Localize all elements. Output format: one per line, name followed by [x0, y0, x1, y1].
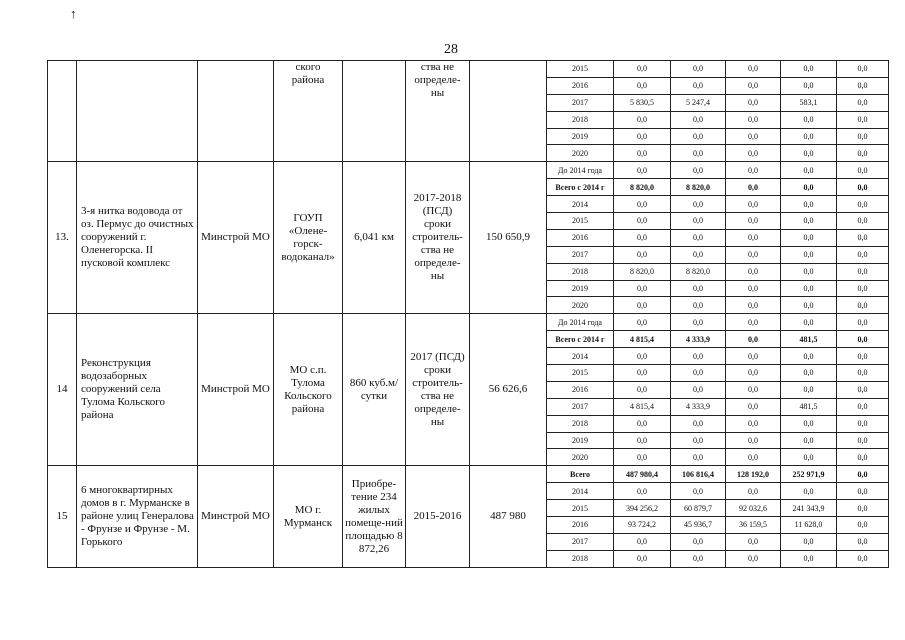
capacity: 860 куб.м/ сутки — [343, 314, 406, 466]
period-cell: 2014 — [547, 483, 614, 500]
amount-cell: 36 159,5 — [726, 517, 781, 534]
amount-cell: 0,0 — [671, 61, 726, 78]
estimated-cost — [470, 61, 547, 162]
responsible-ministry: Минстрой МО — [198, 314, 274, 466]
amount-cell: 0,0 — [614, 381, 671, 398]
amount-cell: 0,0 — [837, 162, 889, 179]
amount-cell: 0,0 — [781, 196, 837, 213]
amount-cell: 0,0 — [837, 246, 889, 263]
amount-cell: 4 815,4 — [614, 398, 671, 415]
amount-cell: 0,0 — [837, 263, 889, 280]
period-cell: Всего — [547, 466, 614, 483]
amount-cell: 0,0 — [781, 365, 837, 382]
amount-cell: 0,0 — [671, 77, 726, 94]
period-cell: 2015 — [547, 365, 614, 382]
amount-cell: 0,0 — [726, 229, 781, 246]
capacity — [343, 61, 406, 162]
amount-cell: 0,0 — [671, 297, 726, 314]
amount-cell: 0,0 — [671, 449, 726, 466]
amount-cell: 0,0 — [837, 533, 889, 550]
amount-cell: 0,0 — [726, 77, 781, 94]
period-cell: 2020 — [547, 145, 614, 162]
estimated-cost: 150 650,9 — [470, 162, 547, 314]
amount-cell: 93 724,2 — [614, 517, 671, 534]
amount-cell: 0,0 — [781, 263, 837, 280]
amount-cell: 0,0 — [726, 111, 781, 128]
amount-cell: 0,0 — [726, 483, 781, 500]
period-cell: Всего с 2014 г — [547, 331, 614, 348]
period-cell: 2018 — [547, 415, 614, 432]
amount-cell: 0,0 — [726, 314, 781, 331]
amount-cell: 0,0 — [614, 314, 671, 331]
period-cell: До 2014 года — [547, 314, 614, 331]
amount-cell: 0,0 — [781, 415, 837, 432]
amount-cell: 0,0 — [671, 162, 726, 179]
amount-cell: 0,0 — [781, 61, 837, 78]
amount-cell: 0,0 — [614, 365, 671, 382]
period-cell: 2017 — [547, 94, 614, 111]
period-cell: 2014 — [547, 348, 614, 365]
amount-cell: 0,0 — [781, 297, 837, 314]
amount-cell: 0,0 — [781, 145, 837, 162]
amount-cell: 0,0 — [837, 550, 889, 567]
amount-cell: 0,0 — [837, 145, 889, 162]
amount-cell: 0,0 — [837, 466, 889, 483]
project-name: Реконструкция водозаборных сооружений села Тулома Кольского района — [77, 314, 198, 466]
amount-cell: 0,0 — [614, 196, 671, 213]
period-cell: 2019 — [547, 128, 614, 145]
amount-cell: 0,0 — [671, 246, 726, 263]
amount-cell: 481,5 — [781, 398, 837, 415]
amount-cell: 0,0 — [614, 449, 671, 466]
period-cell: 2019 — [547, 280, 614, 297]
amount-cell: 0,0 — [837, 196, 889, 213]
amount-cell: 0,0 — [671, 381, 726, 398]
amount-cell: 0,0 — [837, 432, 889, 449]
amount-cell: 0,0 — [781, 162, 837, 179]
period-cell: 2017 — [547, 533, 614, 550]
amount-cell: 0,0 — [671, 196, 726, 213]
project-number: 13. — [48, 162, 77, 314]
amount-cell: 0,0 — [837, 179, 889, 196]
amount-cell: 0,0 — [614, 533, 671, 550]
amount-cell: 0,0 — [726, 145, 781, 162]
amount-cell: 0,0 — [726, 381, 781, 398]
amount-cell: 0,0 — [671, 432, 726, 449]
amount-cell: 0,0 — [671, 229, 726, 246]
amount-cell: 0,0 — [614, 348, 671, 365]
amount-cell: 0,0 — [781, 77, 837, 94]
amount-cell: 60 879,7 — [671, 500, 726, 517]
responsible-ministry — [198, 61, 274, 162]
period-cell: 2018 — [547, 263, 614, 280]
amount-cell: 0,0 — [781, 381, 837, 398]
period-cell: 2014 — [547, 196, 614, 213]
amount-cell: 0,0 — [781, 213, 837, 230]
period-cell: 2015 — [547, 500, 614, 517]
amount-cell: 0,0 — [671, 550, 726, 567]
amount-cell: 4 333,9 — [671, 398, 726, 415]
period: 2017 (ПСД) сроки строитель-ства не определе-ны — [406, 314, 470, 466]
period-cell: 2016 — [547, 229, 614, 246]
amount-cell: 0,0 — [726, 331, 781, 348]
period: 2015-2016 — [406, 466, 470, 567]
amount-cell: 0,0 — [726, 550, 781, 567]
amount-cell: 0,0 — [614, 280, 671, 297]
amount-cell: 8 820,0 — [614, 179, 671, 196]
estimated-cost: 56 626,6 — [470, 314, 547, 466]
amount-cell: 4 333,9 — [671, 331, 726, 348]
amount-cell: 0,0 — [837, 500, 889, 517]
amount-cell: 0,0 — [726, 61, 781, 78]
period-cell: До 2014 года — [547, 162, 614, 179]
amount-cell: 0,0 — [726, 297, 781, 314]
amount-cell: 0,0 — [726, 449, 781, 466]
project-number — [48, 61, 77, 162]
amount-cell: 4 815,4 — [614, 331, 671, 348]
amount-cell: 8 820,0 — [614, 263, 671, 280]
amount-cell: 0,0 — [726, 162, 781, 179]
amount-cell: 0,0 — [837, 229, 889, 246]
amount-cell: 0,0 — [781, 229, 837, 246]
amount-cell: 0,0 — [781, 111, 837, 128]
amount-cell: 481,5 — [781, 331, 837, 348]
amount-cell: 0,0 — [671, 280, 726, 297]
period-cell: 2017 — [547, 398, 614, 415]
amount-cell: 0,0 — [614, 483, 671, 500]
project-name — [77, 61, 198, 162]
amount-cell: 0,0 — [614, 162, 671, 179]
amount-cell: 0,0 — [781, 314, 837, 331]
estimated-cost: 487 980 — [470, 466, 547, 567]
amount-cell: 394 256,2 — [614, 500, 671, 517]
table-row — [48, 162, 889, 179]
executor-org: ГОУП «Олене-горск-водоканал» — [274, 162, 343, 314]
period: ства не определе- ны — [406, 61, 470, 162]
amount-cell: 0,0 — [837, 415, 889, 432]
period-cell: 2016 — [547, 517, 614, 534]
amount-cell: 0,0 — [726, 432, 781, 449]
amount-cell: 0,0 — [837, 314, 889, 331]
amount-cell: 0,0 — [726, 280, 781, 297]
amount-cell: 0,0 — [781, 348, 837, 365]
table-row — [48, 466, 889, 483]
project-number: 14 — [48, 314, 77, 466]
amount-cell: 0,0 — [781, 483, 837, 500]
amount-cell: 0,0 — [671, 213, 726, 230]
amount-cell: 0,0 — [671, 415, 726, 432]
amount-cell: 0,0 — [837, 381, 889, 398]
amount-cell: 0,0 — [837, 348, 889, 365]
period-cell: 2020 — [547, 297, 614, 314]
period-cell: 2020 — [547, 449, 614, 466]
amount-cell: 11 628,0 — [781, 517, 837, 534]
amount-cell: 0,0 — [614, 246, 671, 263]
amount-cell: 0,0 — [726, 179, 781, 196]
amount-cell: 0,0 — [614, 111, 671, 128]
amount-cell: 0,0 — [614, 415, 671, 432]
amount-cell: 0,0 — [726, 365, 781, 382]
amount-cell: 0,0 — [726, 196, 781, 213]
amount-cell: 0,0 — [614, 128, 671, 145]
amount-cell: 0,0 — [781, 432, 837, 449]
amount-cell: 0,0 — [837, 365, 889, 382]
period: 2017-2018 (ПСД) сроки строитель-ства не определе-ны — [406, 162, 470, 314]
amount-cell: 0,0 — [837, 449, 889, 466]
amount-cell: 0,0 — [726, 246, 781, 263]
amount-cell: 0,0 — [781, 179, 837, 196]
amount-cell: 8 820,0 — [671, 179, 726, 196]
amount-cell: 0,0 — [614, 61, 671, 78]
amount-cell: 0,0 — [726, 263, 781, 280]
amount-cell: 0,0 — [837, 398, 889, 415]
amount-cell: 45 936,7 — [671, 517, 726, 534]
amount-cell: 106 816,4 — [671, 466, 726, 483]
project-name: 3-я нитка водовода от оз. Пермус до очистных сооружений г. Оленегорска. II пусковой комплекс — [77, 162, 198, 314]
amount-cell: 0,0 — [837, 213, 889, 230]
table-row — [48, 314, 889, 331]
amount-cell: 0,0 — [726, 213, 781, 230]
amount-cell: 0,0 — [614, 432, 671, 449]
amount-cell: 0,0 — [781, 246, 837, 263]
amount-cell: 0,0 — [671, 111, 726, 128]
amount-cell: 0,0 — [726, 415, 781, 432]
period-cell: 2019 — [547, 432, 614, 449]
amount-cell: 0,0 — [726, 128, 781, 145]
table-row — [48, 61, 889, 78]
amount-cell: 5 247,4 — [671, 94, 726, 111]
amount-cell: 0,0 — [671, 483, 726, 500]
amount-cell: 0,0 — [781, 449, 837, 466]
page-number: 28 — [444, 42, 458, 57]
amount-cell: 92 032,6 — [726, 500, 781, 517]
project-name: 6 многоквартирных домов в г. Мурманске в районе улиц Генералова - Фрунзе и Фрунзе - М. Горького — [77, 466, 198, 567]
amount-cell: 0,0 — [614, 297, 671, 314]
amount-cell: 0,0 — [614, 550, 671, 567]
amount-cell: 583,1 — [781, 94, 837, 111]
amount-cell: 487 980,4 — [614, 466, 671, 483]
amount-cell: 0,0 — [726, 348, 781, 365]
amount-cell: 0,0 — [614, 229, 671, 246]
amount-cell: 0,0 — [614, 77, 671, 94]
amount-cell: 0,0 — [837, 483, 889, 500]
amount-cell: 0,0 — [726, 533, 781, 550]
executor-org: МО г. Мурманск — [274, 466, 343, 567]
amount-cell: 0,0 — [837, 94, 889, 111]
amount-cell: 0,0 — [671, 145, 726, 162]
period-cell: 2018 — [547, 111, 614, 128]
responsible-ministry: Минстрой МО — [198, 466, 274, 567]
capacity: 6,041 км — [343, 162, 406, 314]
amount-cell: 0,0 — [837, 111, 889, 128]
amount-cell: 0,0 — [671, 314, 726, 331]
amount-cell: 5 830,5 — [614, 94, 671, 111]
amount-cell: 0,0 — [671, 128, 726, 145]
period-cell: Всего с 2014 г — [547, 179, 614, 196]
amount-cell: 0,0 — [837, 77, 889, 94]
period-cell: 2017 — [547, 246, 614, 263]
period-cell: 2016 — [547, 381, 614, 398]
responsible-ministry: Минстрой МО — [198, 162, 274, 314]
amount-cell: 0,0 — [726, 94, 781, 111]
amount-cell: 0,0 — [614, 145, 671, 162]
amount-cell: 0,0 — [671, 365, 726, 382]
amount-cell: 0,0 — [671, 533, 726, 550]
amount-cell: 0,0 — [837, 331, 889, 348]
investment-table — [47, 60, 889, 568]
amount-cell: 0,0 — [781, 550, 837, 567]
period-cell: 2018 — [547, 550, 614, 567]
amount-cell: 0,0 — [837, 61, 889, 78]
amount-cell: 0,0 — [781, 533, 837, 550]
executor-org: МО с.п. Тулома Кольского района — [274, 314, 343, 466]
amount-cell: 0,0 — [837, 297, 889, 314]
period-cell: 2015 — [547, 61, 614, 78]
amount-cell: 0,0 — [671, 348, 726, 365]
amount-cell: 0,0 — [781, 280, 837, 297]
amount-cell: 0,0 — [837, 128, 889, 145]
amount-cell: 0,0 — [614, 213, 671, 230]
amount-cell: 0,0 — [837, 280, 889, 297]
amount-cell: 252 971,9 — [781, 466, 837, 483]
period-cell: 2016 — [547, 77, 614, 94]
amount-cell: 0,0 — [781, 128, 837, 145]
amount-cell: 8 820,0 — [671, 263, 726, 280]
amount-cell: 128 192,0 — [726, 466, 781, 483]
amount-cell: 0,0 — [837, 517, 889, 534]
amount-cell: 0,0 — [726, 398, 781, 415]
period-cell: 2015 — [547, 213, 614, 230]
executor-org: ского района — [274, 61, 343, 162]
stray-mark: ↑ — [70, 6, 77, 21]
capacity: Приобре-тение 234 жилых помеще-ний площадью 8 872,26 — [343, 466, 406, 567]
project-number: 15 — [48, 466, 77, 567]
amount-cell: 241 343,9 — [781, 500, 837, 517]
